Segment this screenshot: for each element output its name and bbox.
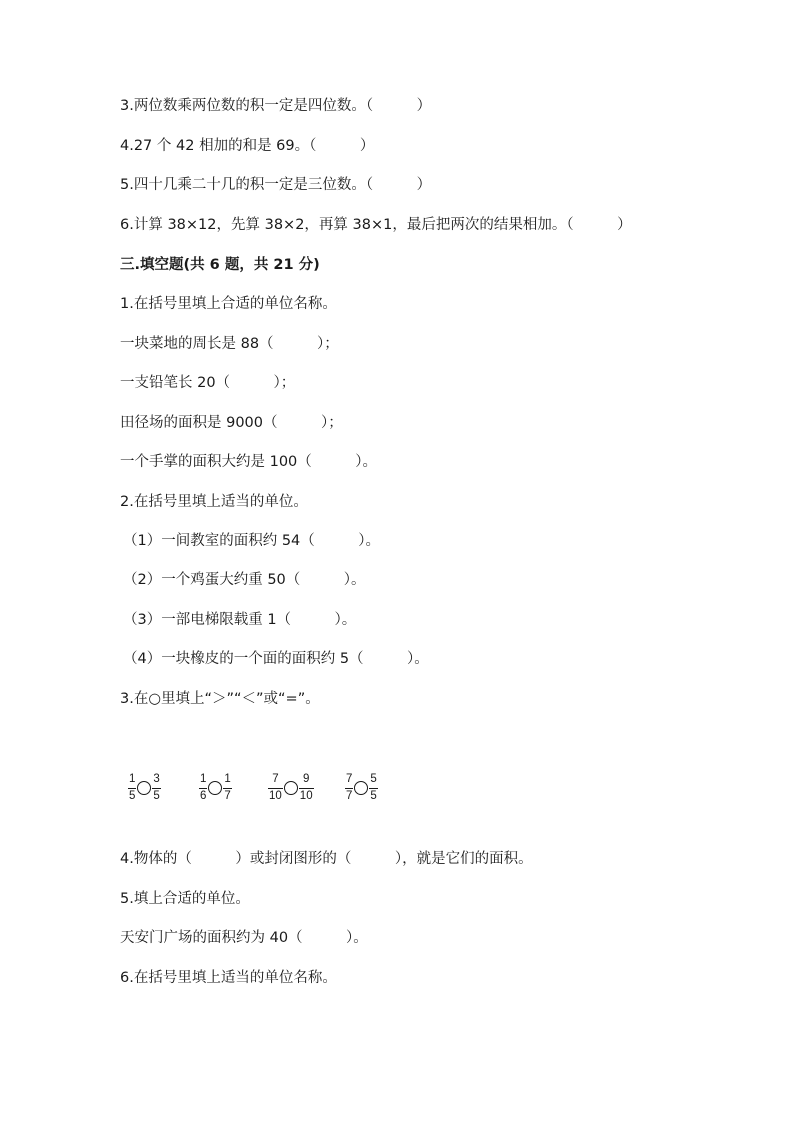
fill-q1-line: 田径场的面积是 9000（ ）；: [120, 415, 343, 431]
compare-circle[interactable]: [137, 781, 151, 795]
fill-q6-title: 6.在括号里填上适当的单位名称。: [120, 970, 337, 986]
fill-q1-title: 1.在括号里填上合适的单位名称。: [120, 296, 337, 312]
fill-q2-line: （4）一块橡皮的一个面的面积约 5（ ）。: [123, 651, 429, 667]
fill-q1-line: 一个手掌的面积大约是 100（ ）。: [120, 454, 378, 470]
fill-q5-line: 天安门广场的面积约为 40（ ）。: [120, 930, 368, 946]
fraction: $\frac{9}{10}$: [299, 773, 313, 802]
compare-circle[interactable]: [208, 781, 222, 795]
fill-q2-line: （2）一个鸡蛋大约重 50（ ）。: [123, 572, 366, 588]
fill-q2-line: （3）一部电梯限载重 1（ ）。: [123, 612, 357, 628]
comparison-item: [345, 770, 378, 806]
fraction: $\frac{1}{6}$: [200, 773, 207, 802]
fill-q4: 4.物体的（ ）或封闭图形的（ ），就是它们的面积。: [120, 851, 533, 867]
fraction: $\frac{1}{7}$: [224, 773, 231, 802]
judge-q4: 4.27 个 42 相加的和是 69。（ ）: [120, 138, 375, 154]
comparison-item: [128, 770, 161, 806]
fill-q2-line: （1）一间教室的面积约 54（ ）。: [123, 533, 381, 549]
section-heading: 三.填空题(共 6 题，共 21 分): [120, 257, 320, 273]
fill-q1-line: 一支铅笔长 20（ ）；: [120, 375, 296, 391]
judge-q6: 6.计算 38×12，先算 38×2，再算 38×1，最后把两次的结果相加。（ ）: [120, 217, 632, 233]
comparison-item: [268, 770, 314, 806]
fraction: $\frac{7}{10}$: [269, 773, 282, 802]
fill-q2-title: 2.在括号里填上适当的单位。: [120, 494, 308, 510]
compare-circle[interactable]: [354, 781, 368, 795]
fraction: $\frac{3}{5}$: [153, 773, 160, 802]
compare-circle[interactable]: [284, 781, 298, 795]
fill-q5-title: 5.填上合适的单位。: [120, 891, 250, 907]
fraction: $\frac{5}{5}$: [370, 773, 377, 802]
judge-q3: 3.两位数乘两位数的积一定是四位数。（ ）: [120, 98, 432, 114]
comparison-item: [199, 770, 232, 806]
fraction: $\frac{7}{7}$: [346, 773, 353, 802]
judge-q5: 5.四十几乘二十几的积一定是三位数。（ ）: [120, 177, 432, 193]
fill-q3-title: 3.在○里填上“＞”“＜”或“=”。: [120, 691, 320, 707]
fraction: $\frac{1}{5}$: [129, 773, 136, 802]
fill-q1-line: 一块菜地的周长是 88（ ）；: [120, 336, 339, 352]
